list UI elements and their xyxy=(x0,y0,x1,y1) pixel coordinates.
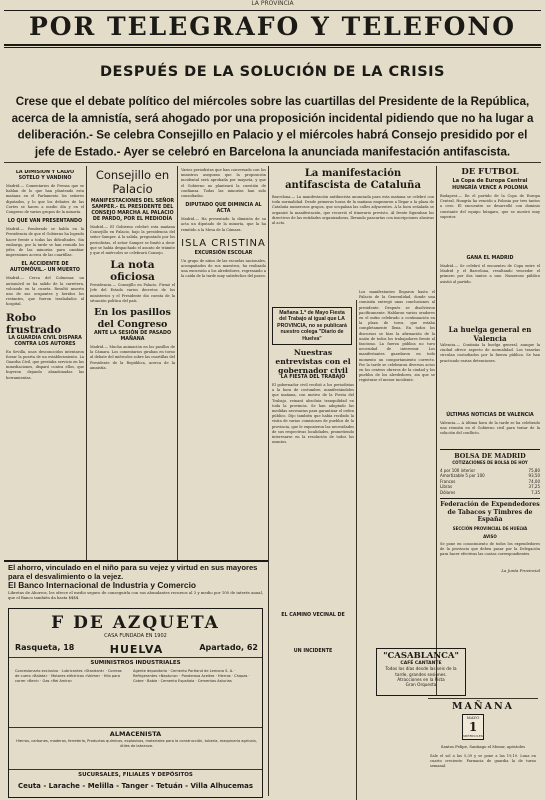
col3-text: Varios periodistas que han conversado con los ministros aseguran que la proposición incidental será aprobada por mayoría, y que el Gobierno no planteará la cuestión de confianza. Todas las minorías han sido consultadas. xyxy=(181,168,266,199)
col2-text: Madrid.— Mucha animación en los pasillos de la Cámara. Los comentarios giraban en torno al debate del miércoles sobre las cuartillas del Presidente de la República, acerca de la amnistía. xyxy=(90,345,175,370)
top-rule xyxy=(4,10,541,11)
huelga-title: La huelga general en Valencia xyxy=(448,325,532,343)
calendar-weekday: MIÉRCOLES xyxy=(463,734,483,738)
bolsa-subtitle: COTIZACIONES DE BOLSA DE HOY xyxy=(452,460,528,465)
column-divider xyxy=(268,166,269,796)
ad-rule xyxy=(9,727,262,728)
notice-box xyxy=(272,307,352,345)
casablanca-line4: Gran Orquesta xyxy=(405,682,437,687)
seccion-title: SECCIÓN PROVINCIAL DE HUELVA xyxy=(452,525,528,531)
bolsa-label: Dólares xyxy=(440,489,456,495)
bolsa-section xyxy=(440,449,540,495)
col2-text: Presidencia.— Consejillo en Palacio. Firmó el Jefe del Estado varios decretos de los ministerios y el Presidente dio cuenta de la situación política del país. xyxy=(90,283,175,303)
casablanca-line3: Atracciones en la Pista xyxy=(397,677,445,682)
ad-branches: Ceuta - Larache - Melilla - Tanger - Tetuán - Villa Alhucemas xyxy=(17,782,254,790)
copa-title: La Copa de Europa Central xyxy=(452,178,528,184)
column-divider xyxy=(86,166,87,560)
column-1 xyxy=(6,170,84,560)
column-divider xyxy=(356,300,357,800)
ad-band-3: SUCURSALES, FILIALES Y DEPÓSITOS xyxy=(78,772,193,778)
signature: La Junta Provincial xyxy=(501,567,540,573)
ad-rule xyxy=(9,769,262,770)
col6-text: Madrid.— Se celebró el encuentro de Copa entre el Madrid y el Barcelona, resultando vencedor el primero por dos tantos a uno. Numeroso público asistió al partido. xyxy=(440,264,540,284)
col2-heading-1: MANIFESTACIONES DEL SEÑOR SAMPER.- EL PRESIDENTE DEL CONSEJO MARCHA AL PALACIO DE PARDO, POR EL MEDIODÍA xyxy=(90,199,175,222)
ad-pobox: Apartado, 62 xyxy=(199,643,258,652)
column-5 xyxy=(359,290,435,645)
lead-subhead: Crese que el debate político del miércoles sobre las cuartillas del Presidente de la República, acerca de la amnistía, será ahogado por una proposición incidental pidiendo que no ha lugar a deliberación.- Se celebra Consejillo en Palacio y el miércoles habrá Consejo presidido por el jefe de Estado.- Ayer se celebró en Barcelona la anunciada manifestación antifascista. xyxy=(11,94,534,159)
ad-right-items: Agente depositario · Cemento Portland de Lemona S. A. · Refrigerantes «Neptuno» · Ponderosa Aceites · Hierros · Chapas · Cobre · Babia · Cemento Española · Cementos Asturias xyxy=(133,669,250,683)
col6-heading-3: ÚLTIMAS NOTICIAS DE VALENCIA xyxy=(446,413,534,418)
col3-text: Madrid.— Ha presentado la dimisión de su acta un diputado de la minoría, que la ha remitido a la Mesa de la Cámara. xyxy=(181,217,266,232)
bolsa-label: 4 por 100 interior xyxy=(440,468,476,473)
bolsa-value: 93,50 xyxy=(528,473,540,479)
col1-text: Madrid.— Ponderado se habla en la Presidencia de que el Gobierno ha logrado hacer frente a todas las dificultades. Sin embargo, por la tarde se han reunido los jefes de las minorías para cambiar impresiones acerca de las cuartillas. xyxy=(6,227,84,258)
calendar-day: 1 xyxy=(468,720,478,734)
bolsa-value: 7,35 xyxy=(531,489,540,495)
ad-address-row xyxy=(15,643,258,656)
bolsa-label: Amortizable 5 por 100 xyxy=(440,473,485,479)
robo-title: Robo frustrado xyxy=(6,311,62,336)
manana-saint: Santos Felipe, Santiago el Menor, apóstoles xyxy=(440,744,526,749)
bank-line1: El ahorro, vinculado en el niño para su vejez y virtud en sus mayores para el desvalimiento o la vejez. xyxy=(8,563,258,581)
ad-almacen-text: Hierros, carbones, maderas, ferretería, Productos químicos, explosivos, materiales para la construcción, tubería, maquinaria agrícola, útiles de labranza. xyxy=(16,739,257,748)
azqueta-ad xyxy=(8,608,263,798)
ad-street: Rasqueta, 18 xyxy=(15,643,75,652)
manana-rule xyxy=(428,698,538,699)
bank-ad xyxy=(8,563,263,605)
bolsa-value: 74,00 xyxy=(528,478,540,484)
manana-text: Sale el sol a las 5,39 y se pone a las 19,10. Luna en cuarto creciente. Farmacia de guardia la de turno semanal. xyxy=(430,754,536,769)
ad-band-2: ALMACENISTA xyxy=(109,730,162,738)
col1-heading-1: LA DIMISIÓN Y CALVO SOTELO Y VANDINO xyxy=(15,170,75,181)
col1-heading-3: EL ACCIDENTE DE AUTOMÓVIL.- UN MUERTO xyxy=(10,262,80,274)
col4-heading-1: LA FIESTA DEL TRABAJO xyxy=(280,375,346,381)
pasillos-subtitle: ANTE LA SESIÓN DE PASADO MAÑANA xyxy=(93,331,172,343)
calendar-icon xyxy=(462,714,484,740)
column-6 xyxy=(440,166,540,696)
bolsa-value: 37,25 xyxy=(528,484,540,490)
col6-heading-1: HUNGRÍA VENCE A POLONIA xyxy=(452,186,528,191)
manana-title: MAÑANA xyxy=(452,701,514,712)
col3-heading-1: DIPUTADO QUE DIMINCIA AL ACTA xyxy=(185,203,262,215)
ad-rule xyxy=(9,657,262,658)
futbol-title: DE FUTBOL xyxy=(461,167,519,177)
federacion-title: Federación de Expendedores de Tabacos y Timbres de España xyxy=(440,498,540,524)
column-3 xyxy=(181,168,266,560)
bolsa-label: Libras xyxy=(440,484,453,490)
bolsa-value: 75,80 xyxy=(528,468,540,473)
ad-name: F DE AZQUETA xyxy=(51,613,220,633)
entrevistas-title: Nuestras entrevistas con el gobernador civil xyxy=(275,348,351,376)
pasillos-title: En los pasillos del Congreso xyxy=(94,307,171,331)
col6-text: Budapest.— En el partido de la Copa de Europa Central, Hungría ha vencido a Polonia por tres tantos a cero. El encuentro se desarrolló con dominio constante del equipo húngaro, que se mostró muy superior. xyxy=(440,194,540,219)
col2-text: Madrid.— El Gobierno celebró esta mañana Consejillo en Palacio, bajo la presidencia del señor Samper. A la salida, preguntado por los periodistas, el señor Samper se limitó a decir que se había despachado el asunto de trámite y que el miércoles se celebrará Consejo. xyxy=(90,225,175,256)
col1-text: En Sevilla, unos desconocidos intentaron forzar la puerta de un establecimiento. La Guardia Civil, que prestaba servicio en las inmediaciones, disparó contra ellos, que huyeron dejando abandonadas las herramientas. xyxy=(6,349,84,380)
col1-text: Madrid.— Cerca del Colmenar, un automóvil se ha salido de la carretera, volcando en la cuneta. Resultó muerto uno de sus ocupantes y heridos los restantes, que fueron trasladados al hospital. xyxy=(6,276,84,307)
column-2 xyxy=(90,168,175,560)
col4-heading-3: UN INCIDENTE xyxy=(293,649,333,655)
column-divider xyxy=(177,166,178,560)
nota-title: La nota oficiosa xyxy=(110,259,155,284)
lead-headline: DESPUÉS DE LA SOLUCIÓN DE LA CRISIS xyxy=(100,64,445,80)
bolsa-table xyxy=(440,468,540,495)
col1-heading-4: LA GUARDIA CIVIL DISPARA CONTRA LOS AUTORES xyxy=(8,335,82,347)
lead-rule xyxy=(4,162,541,163)
casablanca-title: "CASABLANCA" xyxy=(383,651,459,661)
isla-subtitle: EXCURSIÓN ESCOLAR xyxy=(194,250,253,256)
bolsa-label: Francos xyxy=(440,478,456,484)
column-divider xyxy=(436,166,437,696)
calendar-month: MAYO xyxy=(466,715,480,720)
masthead-rule-thin xyxy=(4,47,541,48)
bank-rule xyxy=(4,560,268,562)
ad-band-1: SUMINISTROS INDUSTRIALES xyxy=(90,660,181,666)
masthead-rule xyxy=(4,44,541,46)
col6-text: Valencia.— Continúa la huelga general, aunque la ciudad ofrece aspecto de normalidad. Los tranvías circulan custodiados por la fuerza pública. Se han practicado varias detenciones. xyxy=(440,343,540,363)
ad-city: HUELVA xyxy=(109,643,164,656)
casablanca-line1: CAFÉ CANTANTE xyxy=(400,661,442,666)
col1-text: Madrid.— Comentarios de Prensa que se hablan de lo que han planteado esta mañana en el Parlamento los señores diputados, y lo que los debates de las Cortes se hacen a medio día y en el Congreso de varios grupos de la minoría. xyxy=(6,184,84,215)
bank-line2: Libretas de Ahorros, les ofrece el medio seguro de conseguirla con sus abundantes recursos al 3 y medio por 100 de interés anual, que el Banco también da hasta $$$$. xyxy=(8,590,263,601)
masthead-title: POR TELEGRAFO Y TELEFONO xyxy=(28,12,517,41)
col4-text: El gobernador civil recibió a los periodistas a la hora de costumbre, manifestándoles que mañana, con motivo de la Fiesta del Trabajo, reinará absoluta tranquilidad en toda la provincia. Se han adoptado las medidas necesarias para garantizar el orden público. Dijo también que había recibido la visita de varias comisiones de pueblos de la provincia, que le expusieron las necesidades de sus respectivas localidades, prometiendo interesarse en la resolución de todos los asuntos. xyxy=(272,383,354,445)
col6-heading-2: GANA EL MADRID xyxy=(466,256,514,261)
aviso-title: AVISO xyxy=(483,533,497,539)
isla-title: ISLA CRISTINA xyxy=(181,237,266,249)
col4-heading-2: EL CAMINO VECINAL DE xyxy=(281,613,345,619)
consejillo-title: Consejillo en Palacio xyxy=(95,168,170,196)
bolsa-title: BOLSA DE MADRID xyxy=(454,452,526,460)
col6-text: Valencia.— A última hora de la tarde se ha celebrado una reunión en el Gobierno civil para tratar de la solución del conflicto. xyxy=(440,421,540,436)
ad-founded: CASA FUNDADA EN 1902 xyxy=(104,633,167,639)
ad-left-items: Concesionario exclusivo · Lubricantes «Standard» · Correas de cuero «Balata» · Motores eléctricos «Volme» · Hilo para correr «Beni» · Gas «Rei Amiro» xyxy=(15,669,122,683)
col1-heading-2: LO QUE VAN PRESENTANDO xyxy=(7,219,83,225)
manana-box xyxy=(428,698,538,796)
col4-text: Barcelona.— La manifestación antifascista anunciada para esta mañana se celebró con toda normalidad. Desde primeras horas de la mañana empezaron a llegar a la plaza de Cataluña numerosos grupos, que ocupaban las calles adyacentes. A la hora señalada se organizó la manifestación, que recorrió el itinerario previsto. Al frente figuraban los directivos de las entidades organizadoras, llevando pancartas con inscripciones alusivas al acto. xyxy=(272,195,434,226)
col6-text: Se pone en conocimiento de todos los expendedores de la provincia que deben pasar por la Delegación para hacer efectivas las cuotas correspondientes. xyxy=(440,541,540,557)
bolsa-row xyxy=(440,490,540,495)
running-head: LA PROVINCIA xyxy=(251,0,294,7)
casablanca-line2: Todos los días desde las seis de la tarde, grandes sesiones. xyxy=(385,666,457,677)
bank-title: El Banco Internacional de Industria y Comercio xyxy=(8,580,197,590)
col3-text: Un grupo de niños de las escuelas nacionales, acompañados de sus maestros, ha realizado una excursión a los alrededores, regresando a la caída de la tarde muy satisfechos del paseo. xyxy=(181,258,266,279)
col5-text: Los manifestantes llegaron hasta el Palacio de la Generalidad, donde una comisión entregó unas conclusiones al presidente. Después se disolvieron pacíficamente. Hablaron varios oradores en el mitin celebrado a continuación en la plaza de toros, que estaba completamente llena. En todos los discursos se hizo la afirmación de la unión de todos los trabajadores frente al fascismo. La fuerza pública no tuvo necesidad de intervenir. Los manifestantes guardaron en todo momento un comportamiento correcto. Por la tarde se celebraron diversos actos en los centros obreros de la ciudad y los pueblos de los alrededores, sin que se registrase el menor incidente. xyxy=(359,290,435,383)
manifestacion-title: La manifestación antifascista de Cataluña xyxy=(285,168,421,191)
notice-text: Mañana 1.º de Mayo Fiesta del Trabajo al igual que LA PROVINCIA, no se publicará nuestro colega "Diario de Huelva" xyxy=(277,310,347,342)
